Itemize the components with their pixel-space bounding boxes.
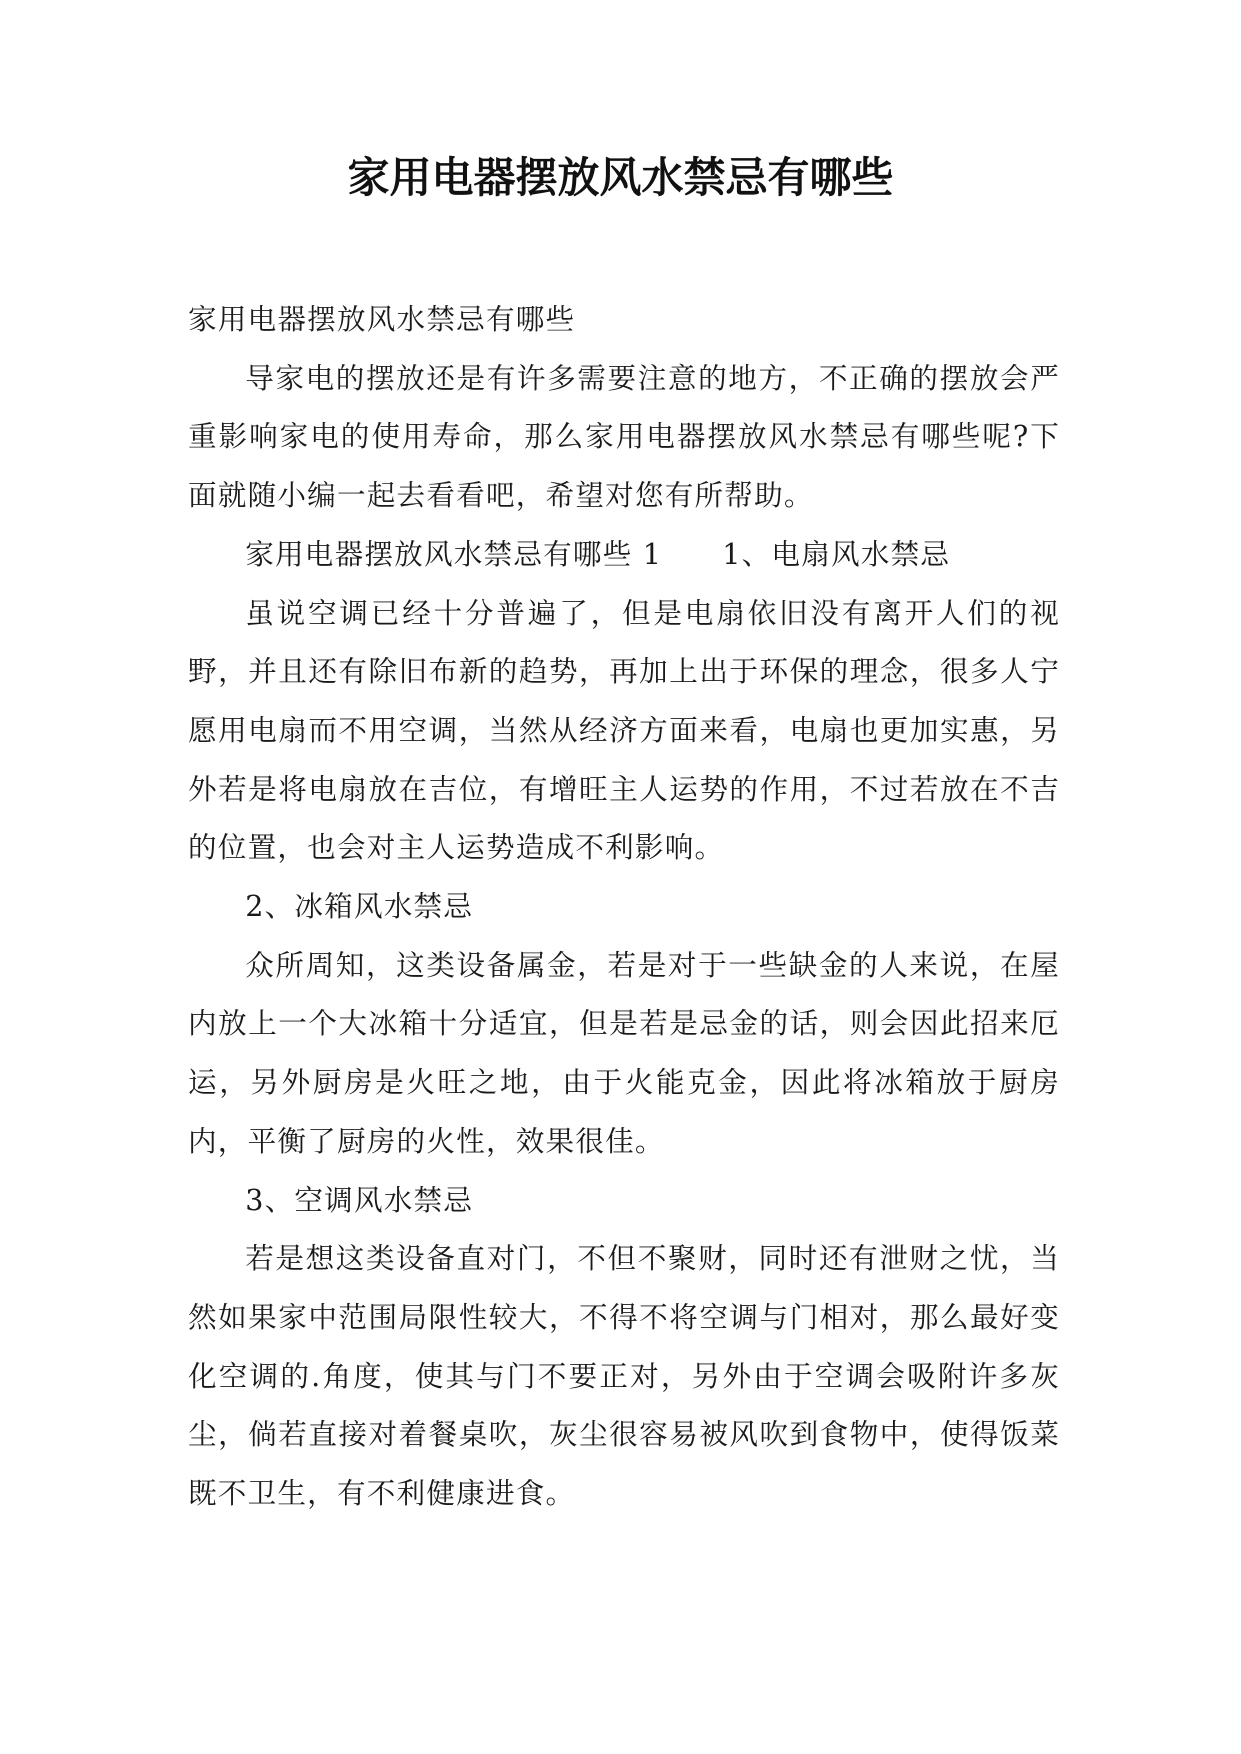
fan-paragraph: 虽说空调已经十分普遍了，但是电扇依旧没有离开人们的视野，并且还有除旧布新的趋势，再加上出于环保的理念，很多人宁愿用电扇而不用空调，当然从经济方面来看，电扇也更加实惠，另外若是将电扇放在吉位，有增旺主人运势的作用，不过若放在不吉的位置，也会对主人运势造成不利影响。 [188, 595, 1060, 865]
fridge-paragraph: 众所周知，这类设备属金，若是对于一些缺金的人来说，在屋内放上一个大冰箱十分适宜，但是若是忌金的话，则会因此招来厄运，另外厨房是火旺之地，由于火能克金，因此将冰箱放于厨房内，平衡了厨房的火性，效果很佳。 [188, 947, 1060, 1158]
section-header-right: 1、电扇风水禁忌 [722, 536, 951, 571]
document-subtitle: 家用电器摆放风水禁忌有哪些 [188, 302, 576, 336]
document-body [188, 290, 1060, 1523]
ac-heading: 3、空调风水禁忌 [245, 1182, 474, 1217]
intro-paragraph: 导家电的摆放还是有许多需要注意的地方，不正确的摆放会严重影响家电的使用寿命，那么家用电器摆放风水禁忌有哪些呢?下面就随小编一起去看看吧，希望对您有所帮助。 [188, 360, 1060, 513]
document-title: 家用电器摆放风水禁忌有哪些 [347, 153, 894, 202]
fridge-heading: 2、冰箱风水禁忌 [245, 889, 474, 924]
section-header-left: 家用电器摆放风水禁忌有哪些 1 [245, 536, 663, 571]
section-header-line [188, 525, 1060, 584]
ac-paragraph: 若是想这类设备直对门，不但不聚财，同时还有泄财之忧，当然如果家中范围局限性较大，不得不将空调与门相对，那么最好变化空调的.角度，使其与门不要正对，另外由于空调会吸附许多灰尘，倘若直接对着餐桌吹，灰尘很容易被风吹到食物中，使得饭菜既不卫生，有不利健康进食。 [188, 1241, 1060, 1511]
